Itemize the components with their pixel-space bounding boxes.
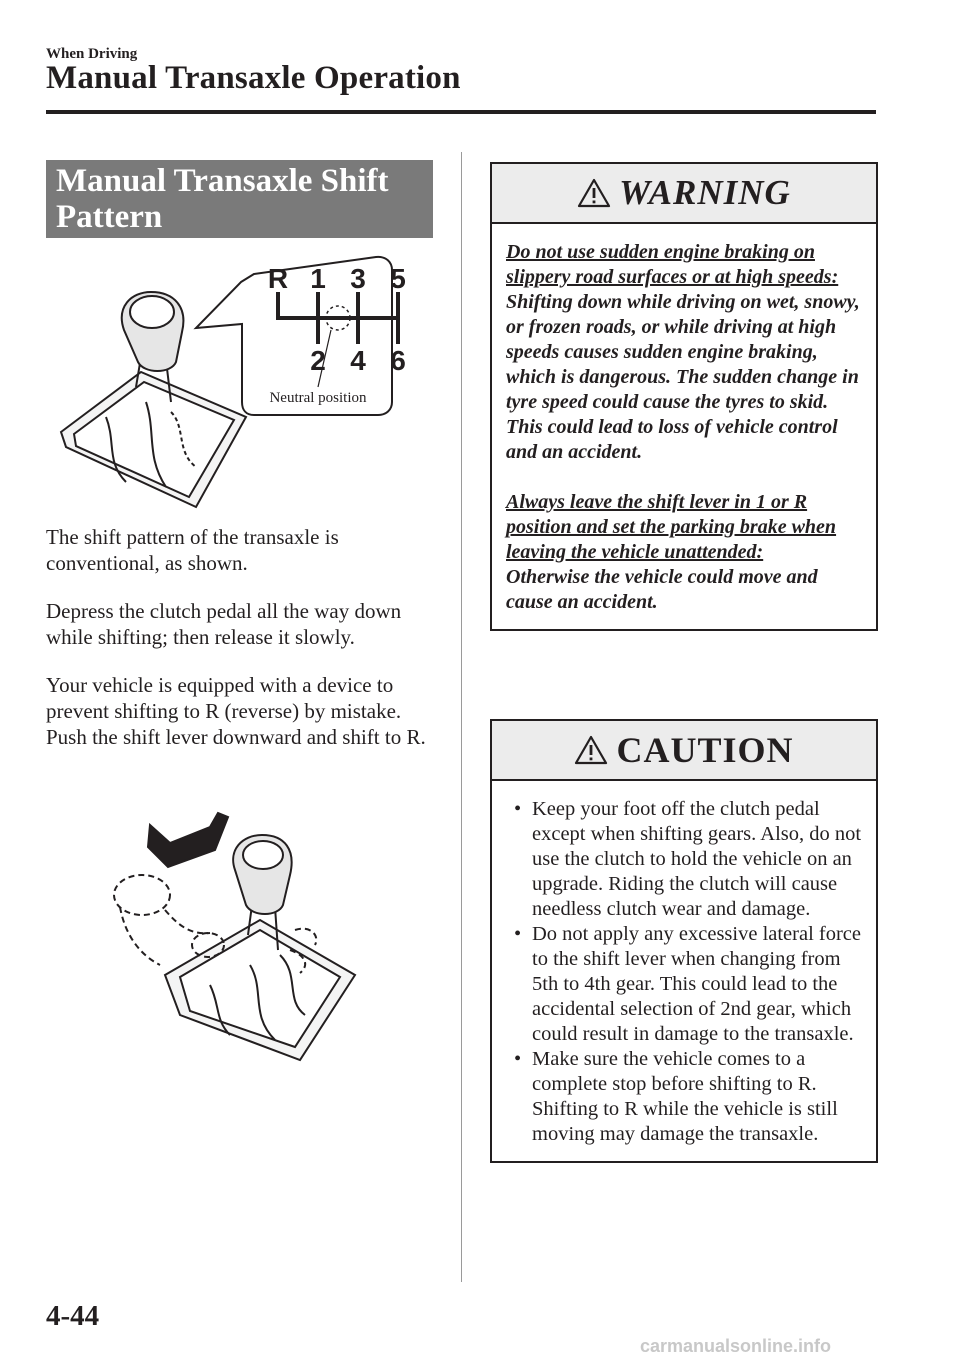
warning-header: [492, 164, 876, 224]
caution-item-text: Keep your foot off the clutch pedal except when shifting gears. Also, do not use the clutch to hold the vehicle on an upgrade. Riding the clutch will cause needless clutch wear and damage.: [532, 798, 862, 920]
caution-header: [492, 721, 876, 781]
caution-item-text: Do not apply any excessive lateral force to the shift lever when changing from 5th to 4th gear. This could lead to the accidental selection of 2nd gear, which could result in damage to the transaxle.: [532, 923, 862, 1045]
caution-item-text: Make sure the vehicle comes to a complete stop before shifting to R. Shifting to R while the vehicle is still moving may damage the transaxle.: [532, 1048, 838, 1145]
gate-label-6: 6: [390, 345, 406, 376]
gate-label-5: 5: [390, 263, 406, 294]
neutral-position-label: Neutral position: [269, 390, 367, 406]
bullet: •: [514, 1048, 522, 1070]
bullet: •: [514, 923, 522, 945]
shift-pattern-figure: [46, 252, 446, 512]
page-title: Manual Transaxle Operation: [46, 60, 461, 96]
gate-label-r: R: [267, 263, 289, 294]
warning-text-engine-braking: Shifting down while driving on wet, snowy, or frozen roads, or while driving at high speeds causes sudden engine braking, which is dangerous. The sudden change in tyre speed could cause the tyres to skid. This could lead to loss of vehicle control and an accident.: [506, 291, 860, 463]
warning-box: [490, 162, 878, 631]
paragraph-clutch: Depress the clutch pedal all the way down while shifting; then release it slowly.: [46, 599, 402, 649]
warning-heading-parking: Always leave the shift lever in 1 or R position and set the parking brake when leaving the vehicle unattended:: [506, 491, 837, 563]
warning-text-parking: Otherwise the vehicle could move and cause an accident.: [506, 566, 818, 613]
gate-label-3: 3: [350, 263, 366, 294]
section-heading: Manual Transaxle Shift Pattern: [46, 160, 433, 238]
caution-triangle-icon: [574, 735, 608, 765]
reverse-shift-figure: [100, 805, 380, 1065]
bullet: •: [514, 798, 522, 820]
caution-title: CAUTION: [616, 730, 794, 770]
title-rule: [46, 110, 876, 114]
gate-label-1: 1: [310, 263, 326, 294]
warning-heading-engine-braking: Do not use sudden engine braking on slippery road surfaces or at high speeds:: [506, 241, 839, 288]
paragraph-shift-pattern: The shift pattern of the transaxle is conventional, as shown.: [46, 525, 339, 575]
watermark: carmanualsonline.info: [640, 1336, 832, 1356]
gate-label-4: 4: [350, 345, 366, 376]
caution-item: [514, 1047, 864, 1147]
gate-label-2: 2: [310, 345, 326, 376]
caution-box: [490, 719, 878, 1163]
column-divider: [461, 152, 462, 1282]
page-number: 4-44: [46, 1300, 100, 1332]
caution-item: [514, 797, 864, 922]
warning-triangle-icon: [577, 178, 611, 208]
warning-title: WARNING: [619, 173, 791, 212]
paragraph-reverse-lockout: Your vehicle is equipped with a device to prevent shifting to R (reverse) by mistake. Push the shift lever downward and shift to R.: [46, 673, 426, 749]
section-label: When Driving: [46, 46, 138, 62]
caution-item: [514, 922, 864, 1047]
